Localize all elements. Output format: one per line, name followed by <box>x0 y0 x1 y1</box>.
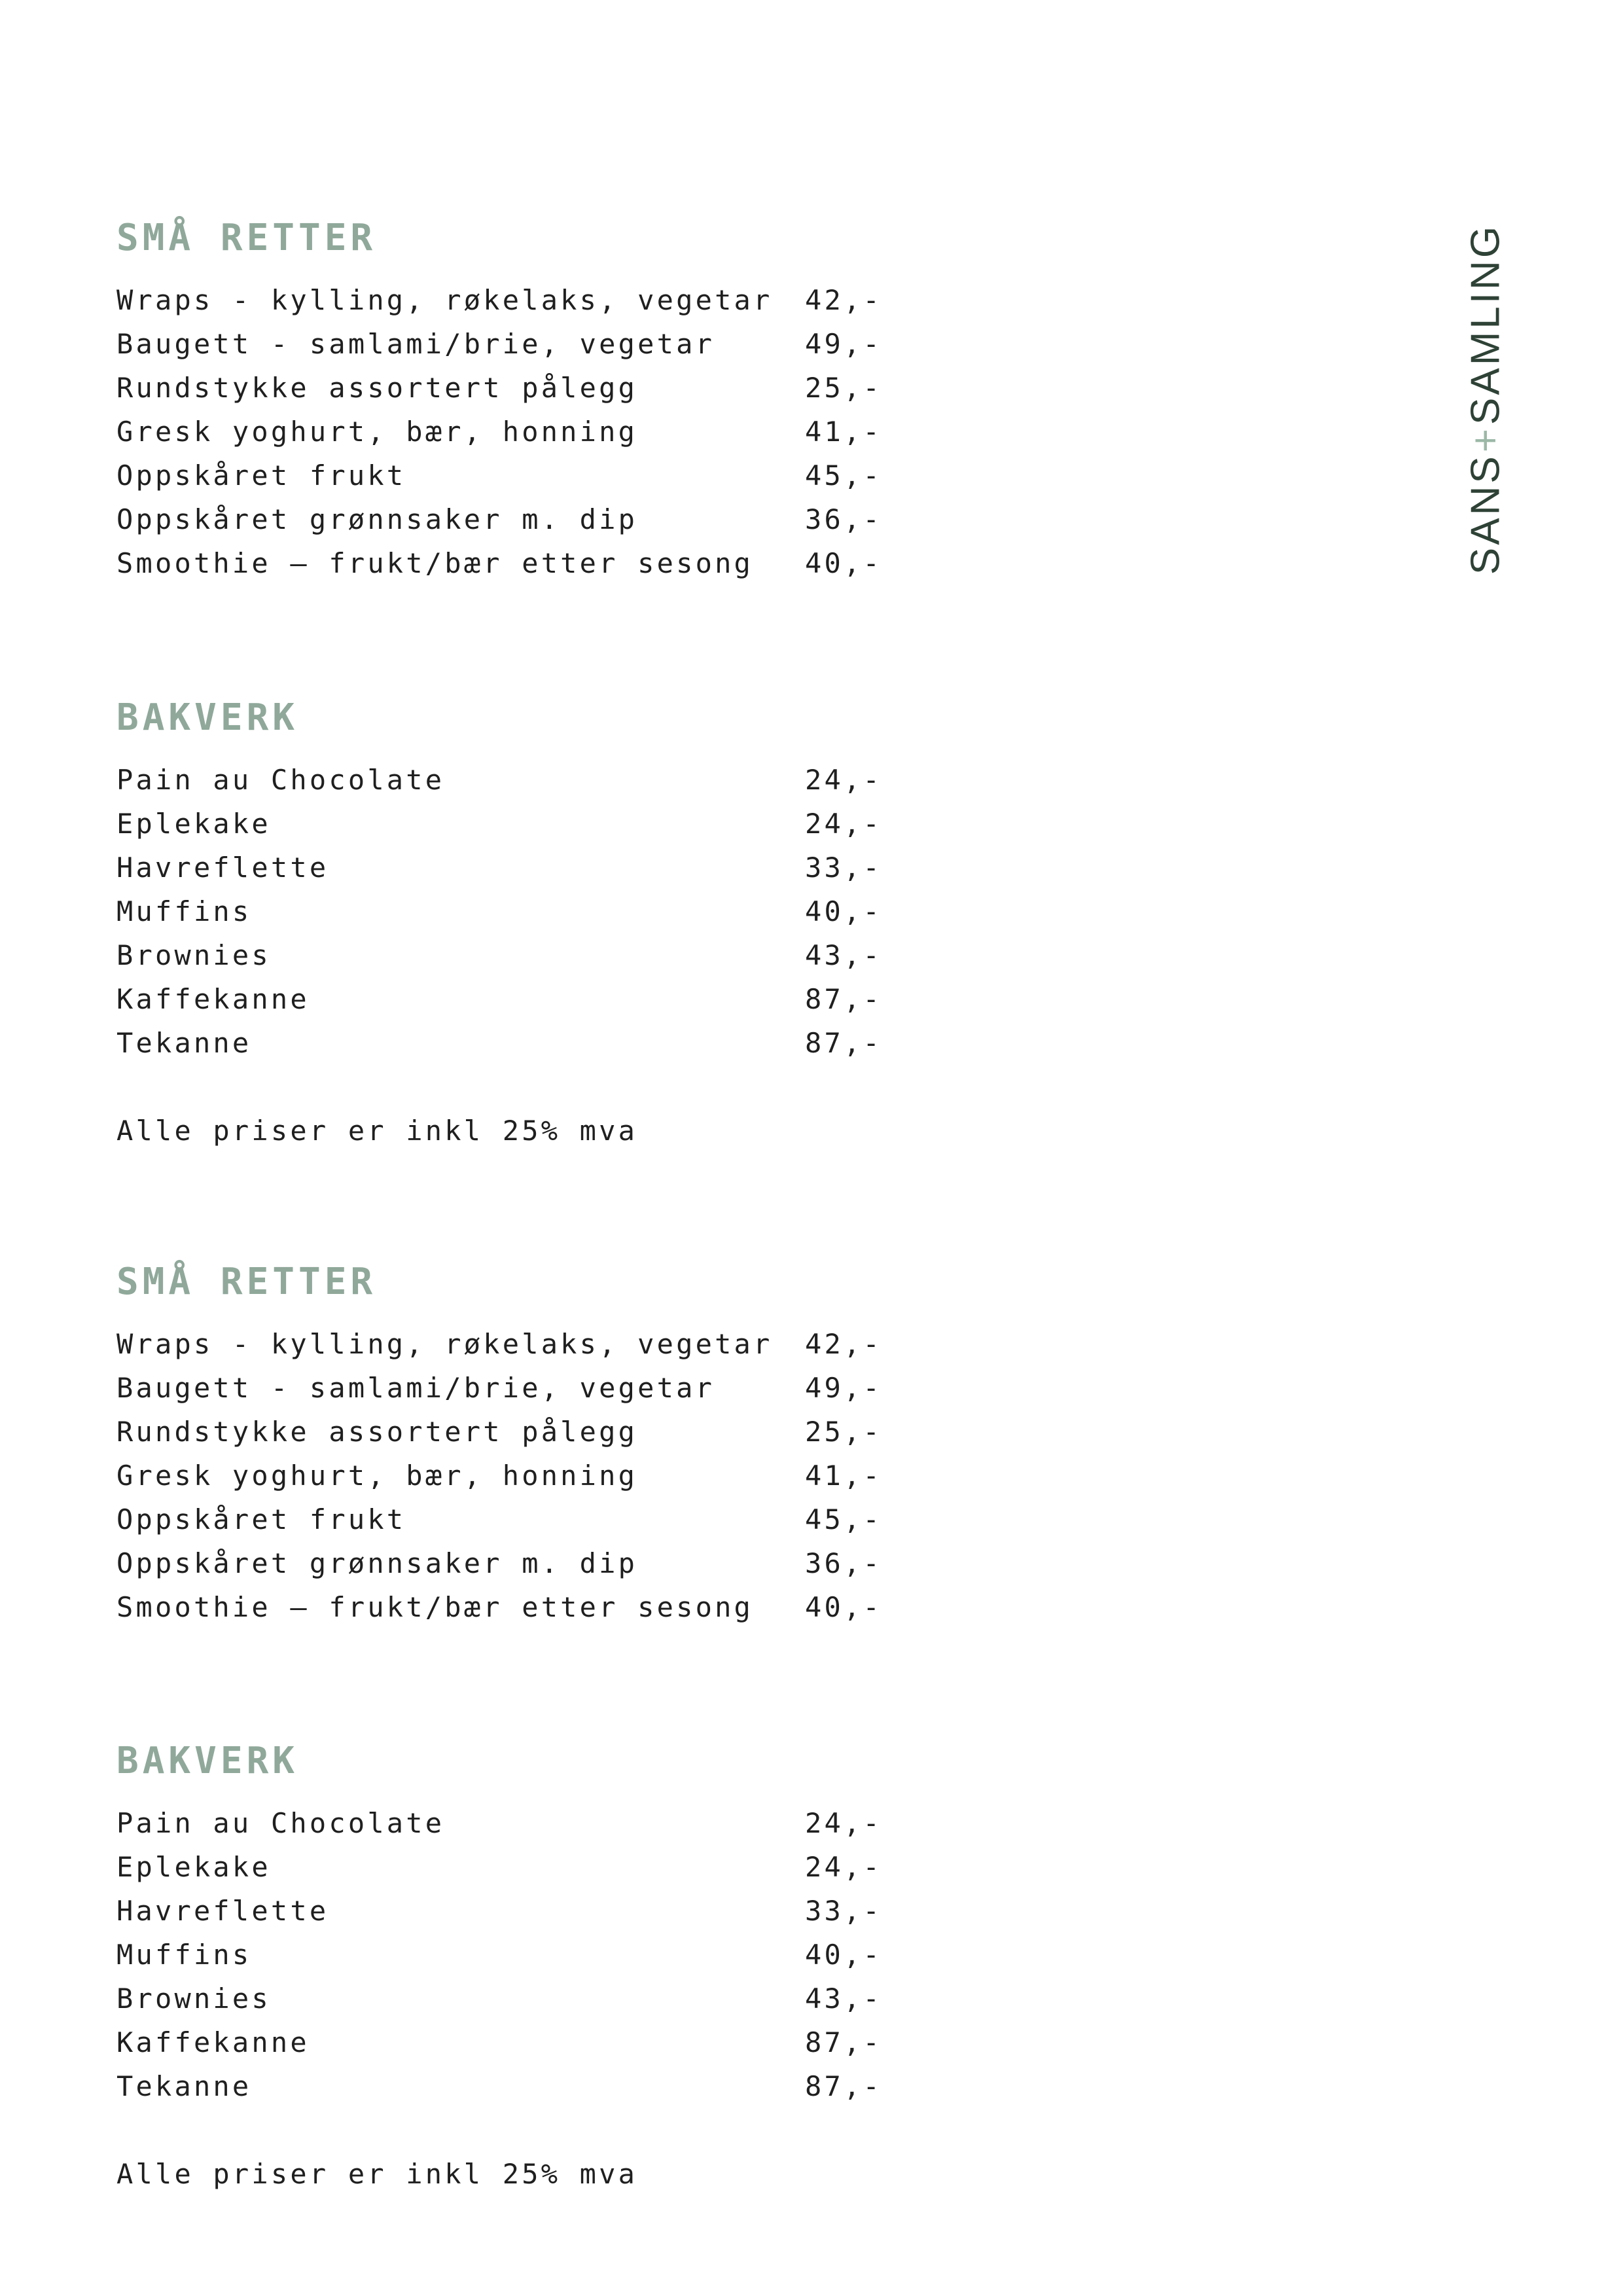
item-price: 33,- <box>805 852 882 884</box>
item-price: 45,- <box>805 459 882 492</box>
menu-item <box>116 977 967 1021</box>
item-name: Pain au Chocolate <box>116 1807 445 1839</box>
item-price: 43,- <box>805 1982 882 2015</box>
item-name: Wraps - kylling, røkelaks, vegetar <box>116 1328 773 1360</box>
item-price: 24,- <box>805 1851 882 1883</box>
section-sma-retter-1 <box>116 213 967 585</box>
menu-item <box>116 541 967 585</box>
menu-item <box>116 1585 967 1629</box>
item-name: Smoothie – frukt/bær etter sesong <box>116 547 754 579</box>
section-title: SMÅ RETTER <box>116 1261 377 1303</box>
menu-item-list <box>116 758 967 1065</box>
brand-plus: + <box>1463 426 1508 453</box>
brand-wordmark <box>1463 224 1509 575</box>
menu-item <box>116 2020 967 2064</box>
item-price: 24,- <box>805 764 882 796</box>
menu-item <box>116 366 967 410</box>
menu-item <box>116 1498 967 1541</box>
menu-item-list <box>116 1322 967 1629</box>
menu-item <box>116 1977 967 2020</box>
item-name: Muffins <box>116 1939 252 1971</box>
menu-item <box>116 1801 967 1845</box>
item-price: 36,- <box>805 503 882 535</box>
item-name: Gresk yoghurt, bær, honning <box>116 1460 638 1492</box>
menu-item <box>116 933 967 977</box>
item-name: Rundstykke assortert pålegg <box>116 372 638 404</box>
menu-item <box>116 889 967 933</box>
menu-item <box>116 322 967 366</box>
item-name: Tekanne <box>116 2070 252 2102</box>
item-name: Tekanne <box>116 1027 252 1059</box>
item-price: 49,- <box>805 328 882 360</box>
item-price: 45,- <box>805 1503 882 1535</box>
item-name: Eplekake <box>116 808 271 840</box>
section-title: BAKVERK <box>116 696 299 739</box>
brand-left: SANS <box>1463 454 1508 575</box>
item-price: 43,- <box>805 939 882 971</box>
brand-logo <box>1446 223 1525 576</box>
section-sma-retter-2 <box>116 1257 967 1629</box>
item-price: 36,- <box>805 1547 882 1579</box>
item-name: Oppskåret grønnsaker m. dip <box>116 503 638 535</box>
item-price: 33,- <box>805 1895 882 1927</box>
item-price: 87,- <box>805 2070 882 2102</box>
item-price: 87,- <box>805 983 882 1015</box>
item-price: 40,- <box>805 547 882 579</box>
item-price: 25,- <box>805 372 882 404</box>
menu-item-list <box>116 278 967 585</box>
item-price: 25,- <box>805 1416 882 1448</box>
item-price: 40,- <box>805 895 882 927</box>
item-name: Havreflette <box>116 852 329 884</box>
menu-item <box>116 1541 967 1585</box>
item-name: Brownies <box>116 939 271 971</box>
item-name: Oppskåret grønnsaker m. dip <box>116 1547 638 1579</box>
menu-item <box>116 410 967 454</box>
section-title: SMÅ RETTER <box>116 217 377 259</box>
brand-right: SAMLING <box>1463 223 1508 425</box>
item-name: Oppskåret frukt <box>116 1503 406 1535</box>
item-price: 42,- <box>805 284 882 316</box>
menu-item <box>116 1366 967 1410</box>
menu-item <box>116 846 967 889</box>
menu-item <box>116 278 967 322</box>
menu-item <box>116 1322 967 1366</box>
menu-item <box>116 1454 967 1498</box>
item-price: 40,- <box>805 1939 882 1971</box>
item-name: Havreflette <box>116 1895 329 1927</box>
item-price: 41,- <box>805 416 882 448</box>
item-name: Eplekake <box>116 1851 271 1883</box>
item-name: Baugett - samlami/brie, vegetar <box>116 1372 715 1404</box>
item-name: Baugett - samlami/brie, vegetar <box>116 328 715 360</box>
item-name: Kaffekanne <box>116 2026 310 2058</box>
menu-item <box>116 2064 967 2108</box>
item-name: Brownies <box>116 1982 271 2015</box>
item-name: Oppskåret frukt <box>116 459 406 492</box>
menu-item <box>116 1021 967 1065</box>
section-bakverk-1 <box>116 692 967 1153</box>
item-name: Wraps - kylling, røkelaks, vegetar <box>116 284 773 316</box>
item-price: 87,- <box>805 1027 882 1059</box>
item-name: Pain au Chocolate <box>116 764 445 796</box>
item-name: Muffins <box>116 895 252 927</box>
menu-item <box>116 1410 967 1454</box>
item-name: Smoothie – frukt/bær etter sesong <box>116 1591 754 1623</box>
vat-note: Alle priser er inkl 25% mva <box>116 2158 638 2190</box>
item-price: 24,- <box>805 1807 882 1839</box>
section-title: BAKVERK <box>116 1740 299 1782</box>
menu-item <box>116 1933 967 1977</box>
menu-item <box>116 454 967 497</box>
menu-item <box>116 1845 967 1889</box>
menu-item-list <box>116 1801 967 2108</box>
item-name: Gresk yoghurt, bær, honning <box>116 416 638 448</box>
menu-item <box>116 802 967 846</box>
item-price: 41,- <box>805 1460 882 1492</box>
item-price: 42,- <box>805 1328 882 1360</box>
section-bakverk-2 <box>116 1736 967 2196</box>
item-price: 40,- <box>805 1591 882 1623</box>
menu-item <box>116 758 967 802</box>
menu-item <box>116 497 967 541</box>
menu-item <box>116 1889 967 1933</box>
item-price: 49,- <box>805 1372 882 1404</box>
item-name: Kaffekanne <box>116 983 310 1015</box>
vat-note: Alle priser er inkl 25% mva <box>116 1115 638 1147</box>
item-price: 87,- <box>805 2026 882 2058</box>
item-price: 24,- <box>805 808 882 840</box>
item-name: Rundstykke assortert pålegg <box>116 1416 638 1448</box>
